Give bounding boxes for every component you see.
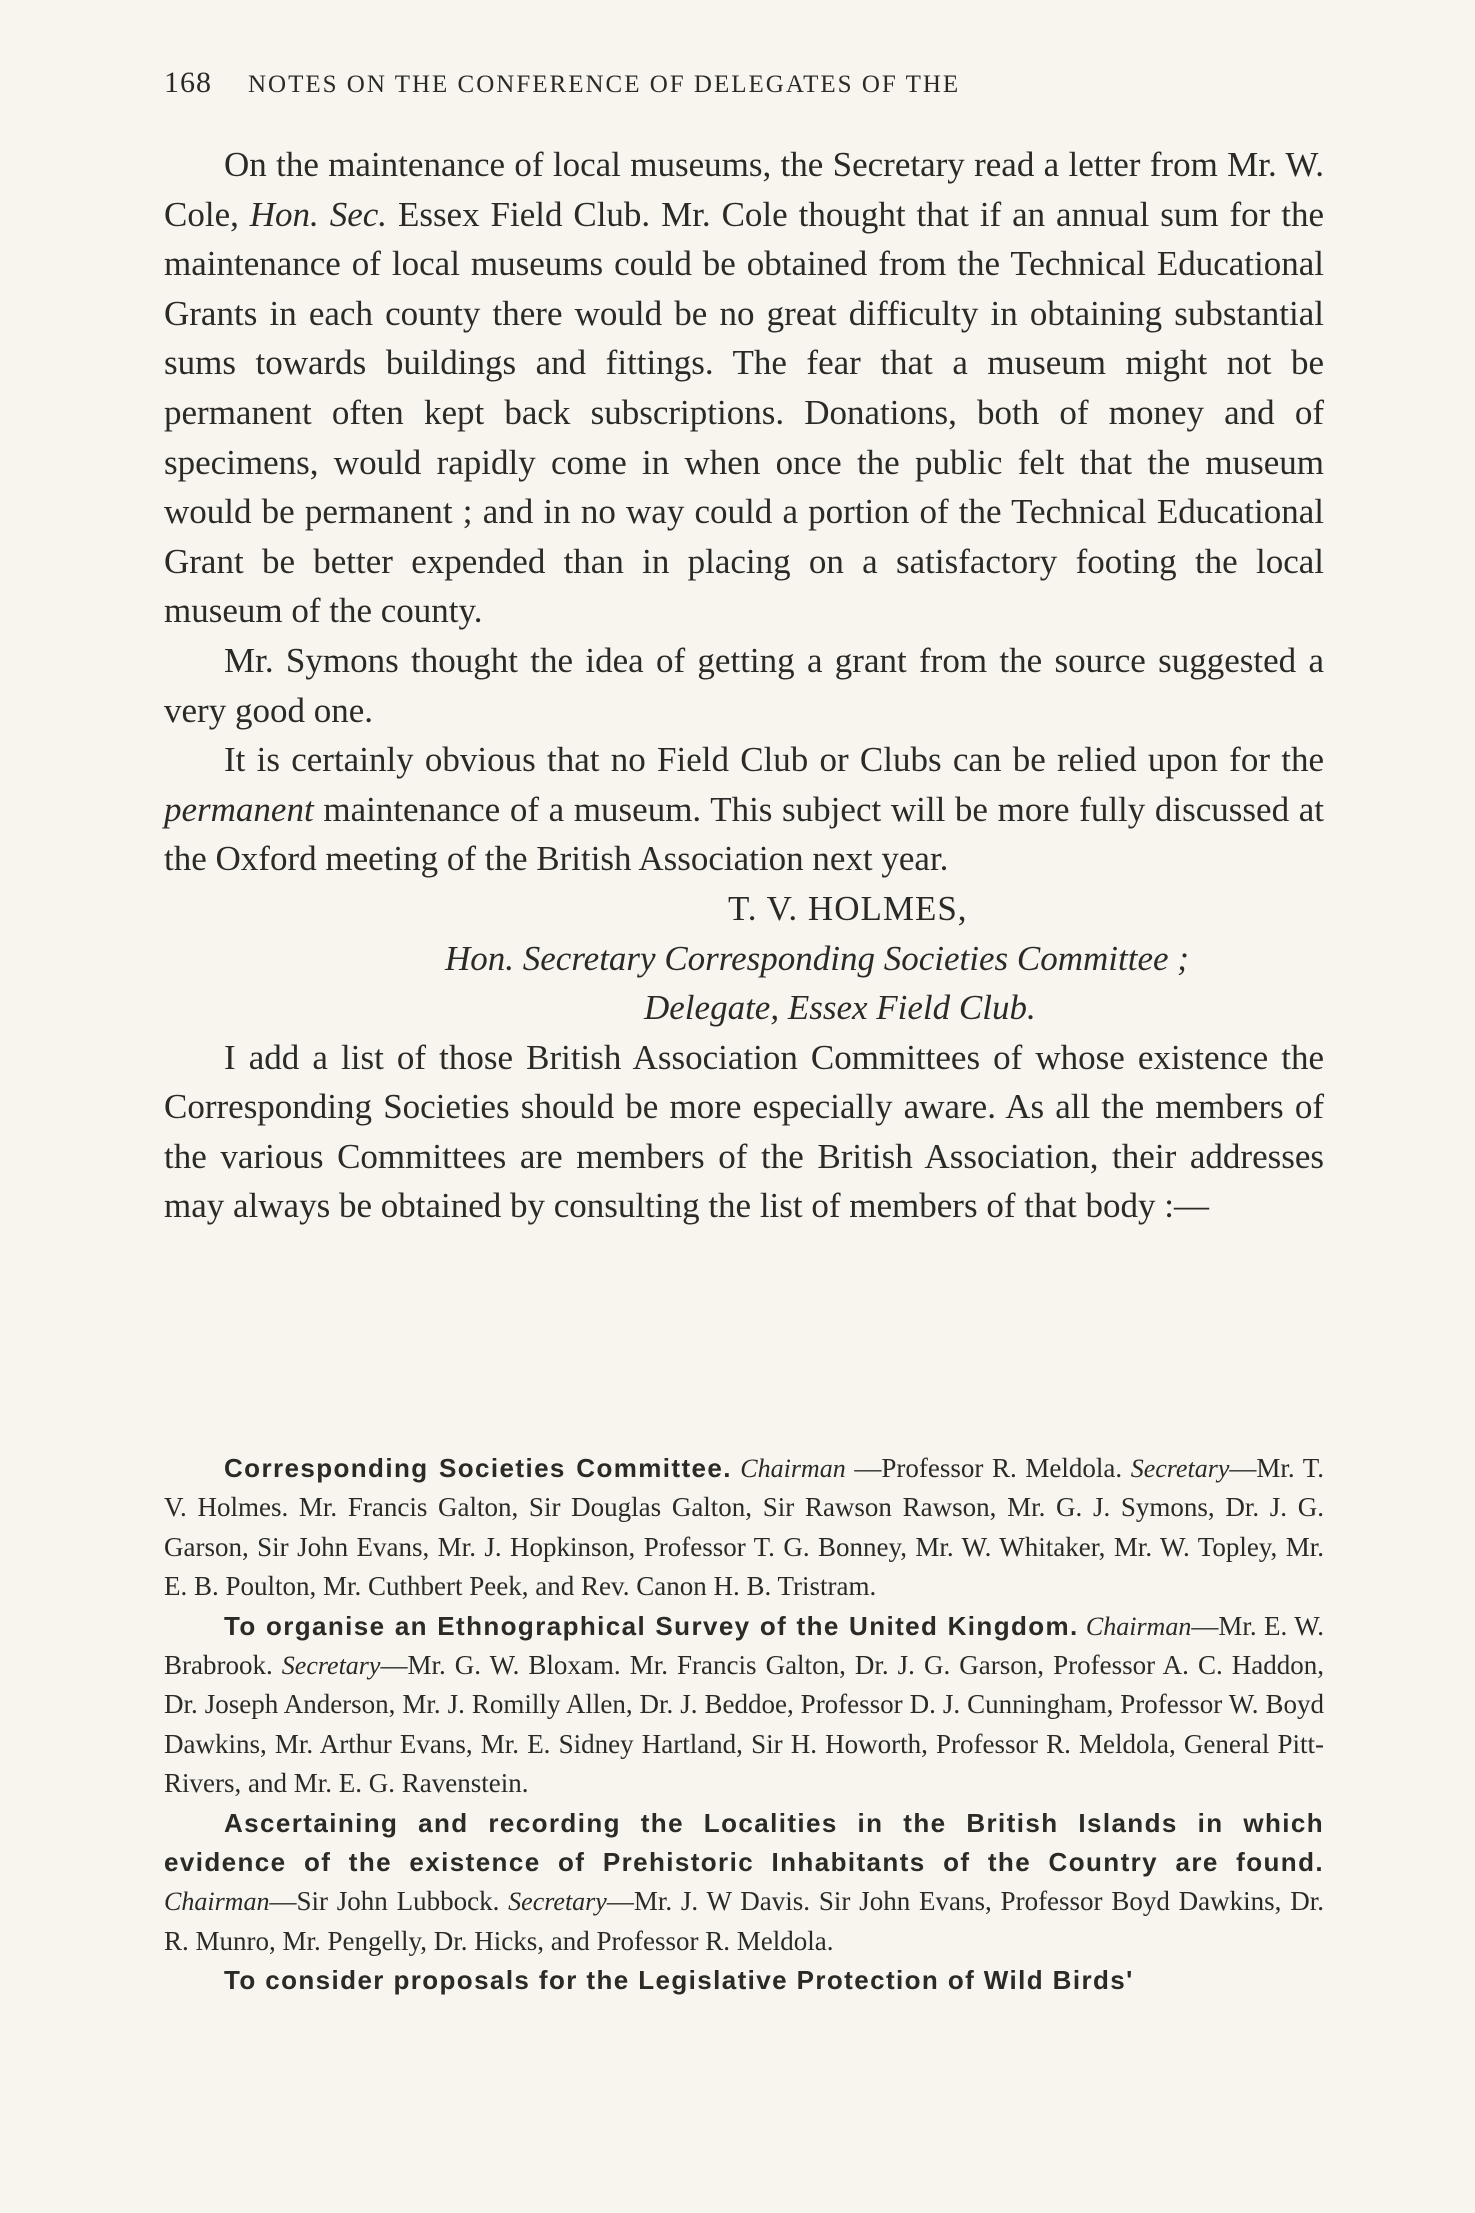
committee-members: Mr. Francis Galton, Sir Douglas Galton, Sir Rawson Rawson, Mr. G. J. Symons, Dr. J. G. Garson, Sir John Evans, Mr. J. Hopkinson, Professor T. G. Bonney, Mr. W. Whitaker, Mr. W. Topley, Mr. E. B. Poulton, Mr. Cuthbert Peek, and Rev. Canon H. B. Tristram. xyxy=(164,1492,1324,1602)
italic-hon-sec: Hon. Sec. xyxy=(249,194,388,234)
committee-entry xyxy=(164,1804,1324,1962)
paragraph-symons: Mr. Symons thought the idea of getting a grant from the source suggested a very good one. xyxy=(164,640,1324,730)
running-title: NOTES ON THE CONFERENCE OF DELEGATES OF THE xyxy=(248,71,961,98)
signature-title: Hon. Secretary Corresponding Societies Committee ; xyxy=(445,938,1189,978)
chairman-name: —Sir John Lubbock. xyxy=(269,1886,509,1917)
committee-entry xyxy=(164,1449,1324,1607)
committee-title: Corresponding Societies Committee. xyxy=(224,1453,732,1483)
committee-entry xyxy=(164,1607,1324,1804)
secretary-label: Secretary xyxy=(1130,1454,1230,1483)
committee-entry xyxy=(164,1961,1324,2000)
committee-members: Sir John Evans, Professor Boyd Dawkins, Dr. R. Munro, Mr. Pengelly, Dr. Hicks, and Professor R. Meldola. xyxy=(164,1886,1324,1956)
committee-members: Mr. Francis Galton, Dr. J. G. Garson, Professor A. C. Haddon, Dr. Joseph Anderson, Mr. J. Romilly Allen, Dr. J. Beddoe, Professor D. J. Cunningham, Professor W. Boyd Dawkins, Mr. Arthur Evans, Mr. E. Sidney Hartland, Sir H. Howorth, Professor R. Meldola, General Pitt-Rivers, and Mr. E. G. Ravenstein. xyxy=(164,1650,1325,1799)
chairman-label: Chairman xyxy=(164,1887,270,1917)
paragraph-field-club: It is certainly obvious that no Field Club or Clubs can be relied upon for the permanent maintenance of a museum. This subject will be more fully discussed at the Oxford meeting of the British Association next year. xyxy=(164,740,1324,879)
secretary-name: —Mr. G. W. Bloxam. xyxy=(380,1650,630,1681)
committee-list xyxy=(164,1449,1324,2001)
main-text xyxy=(164,140,1324,1231)
secretary-label: Secretary xyxy=(281,1651,381,1681)
secretary-name: —Mr. T. V. Holmes. xyxy=(164,1453,1324,1523)
committee-title: Ascertaining and recording the Localities in the British Islands in which evidence of the existence of Prehistoric Inhabitants of the Country are found. xyxy=(164,1807,1324,1878)
italic-permanent: permanent xyxy=(164,789,314,829)
chairman-label: Chairman xyxy=(740,1454,846,1483)
secretary-name: —Mr. J. W Davis. xyxy=(606,1886,819,1917)
committee-title: To consider proposals for the Legislative Protection of Wild Birds' xyxy=(224,1965,1134,1996)
signature-delegate: Delegate, Essex Field Club. xyxy=(644,988,1036,1028)
running-head xyxy=(164,66,1314,100)
chairman-label: Chairman xyxy=(1085,1611,1192,1641)
page-number: 168 xyxy=(164,66,212,99)
committee-title: To organise an Ethnographical Survey of the United Kingdom. xyxy=(224,1610,1079,1641)
chairman-name: —Professor R. Meldola. xyxy=(845,1453,1131,1483)
signature-name: T. V. HOLMES, xyxy=(728,888,968,928)
signature-block xyxy=(164,884,1324,1033)
paragraph-museums: On the maintenance of local museums, the Secretary read a letter from Mr. W. Cole, Hon. Sec. Essex Field Club. Mr. Cole thought that if an annual sum for the maintenance of local museums could be obtained from the Technical Educational Grants in each county there would be no great difficulty in obtaining substantial sums towards buildings and fittings. The fear that a museum might not be permanent often kept back subscriptions. Donations, both of money and of specimens, would rapidly come in when once the public felt that the museum would be permanent ; and in no way could a portion of the Technical Educational Grant be better expended than in placing on a satisfactory footing the local museum of the county. xyxy=(164,145,1324,631)
chairman-name: —Mr. E. W. Brabrook. xyxy=(164,1610,1324,1681)
secretary-label: Secretary xyxy=(508,1887,607,1917)
paragraph-committees-intro: I add a list of those British Association Committees of whose existence the Corresponding Societies should be more especially aware. As all the members of the various Committees are members of the British Association, their addresses may always be obtained by consulting the list of members of that body :— xyxy=(164,1037,1324,1226)
